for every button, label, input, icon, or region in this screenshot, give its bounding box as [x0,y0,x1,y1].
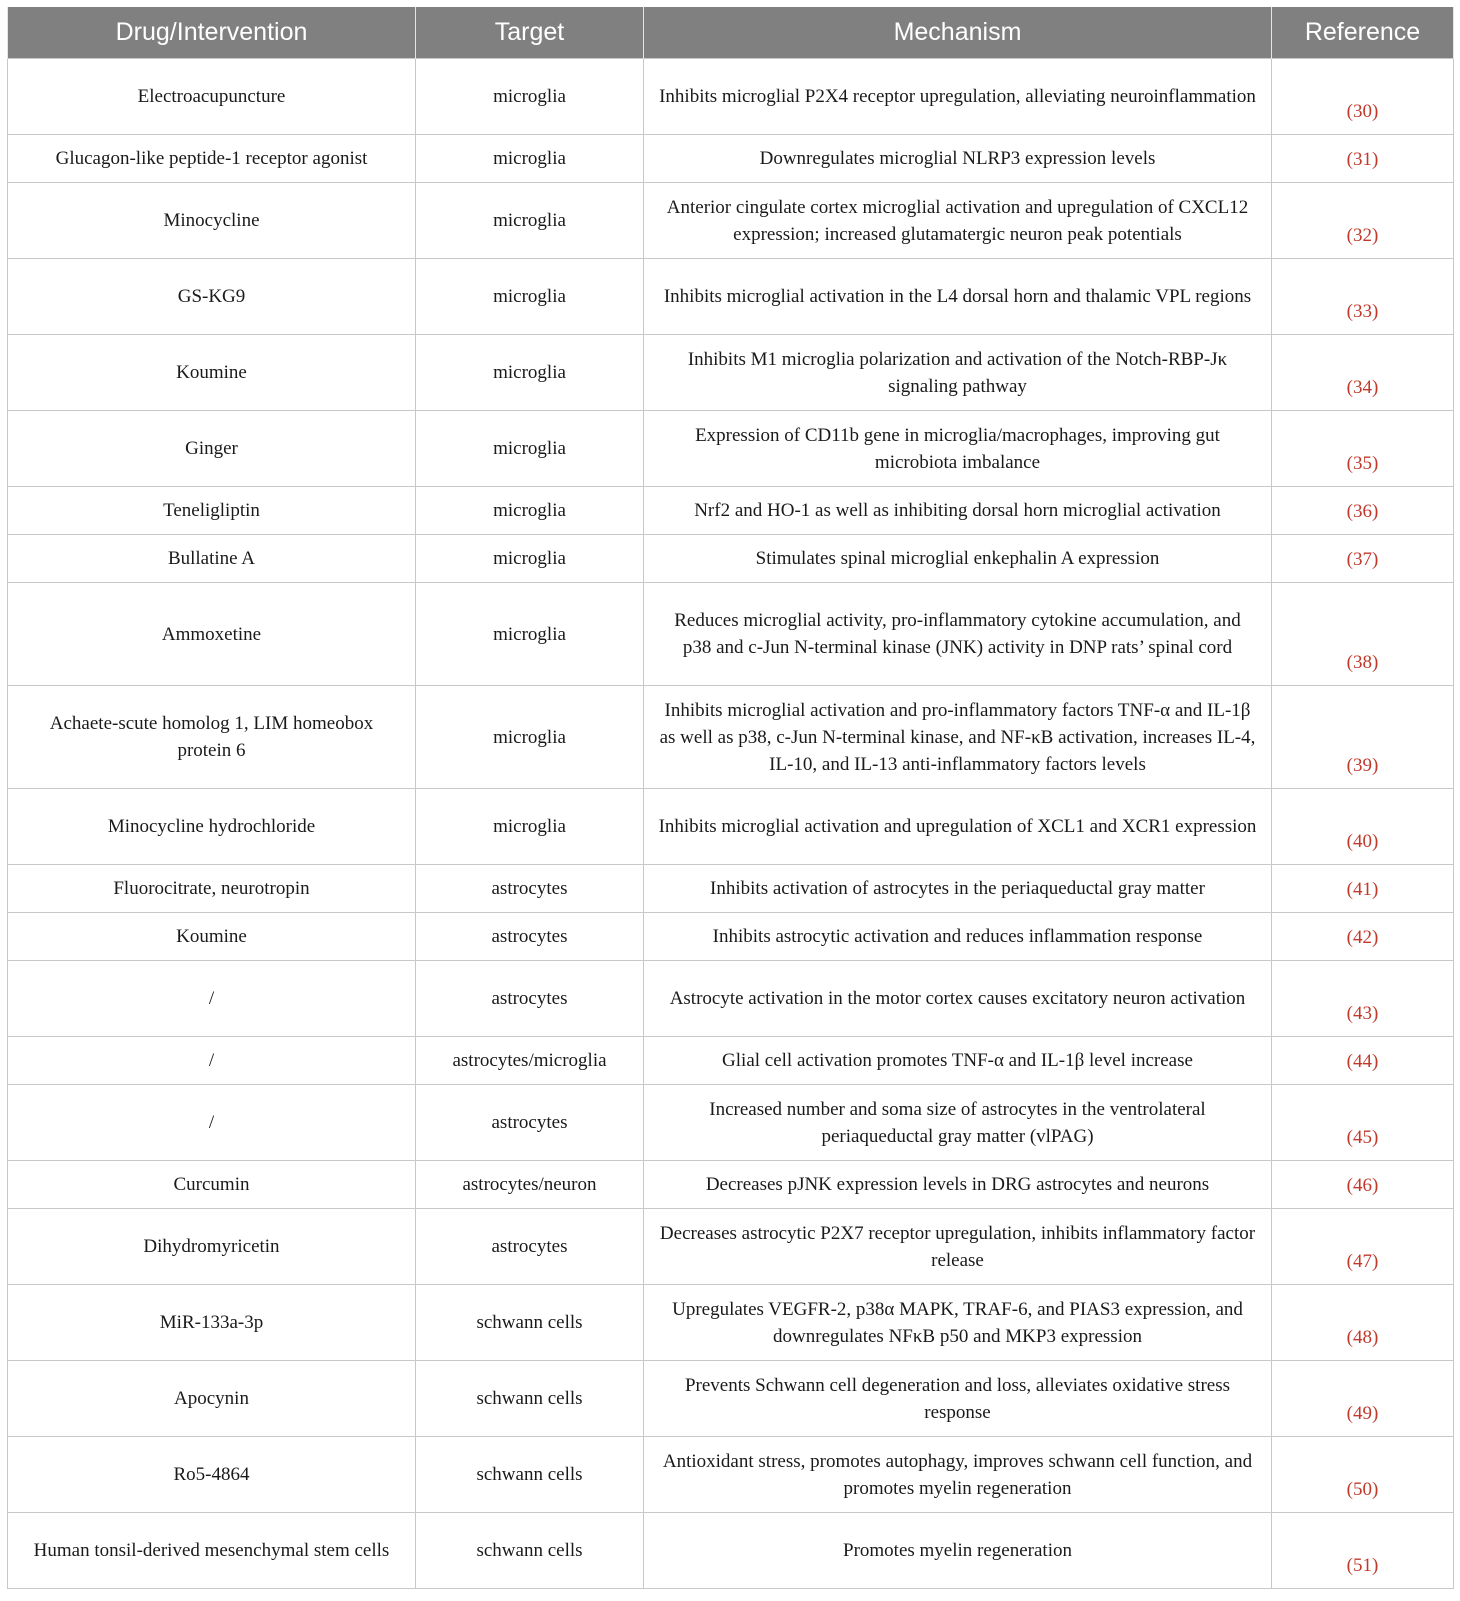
reference-link[interactable]: (34) [1272,335,1454,411]
cell-target: microglia [416,59,644,135]
header-reference: Reference [1272,7,1454,59]
cell-drug: Achaete-scute homolog 1, LIM homeobox protein 6 [8,686,416,789]
reference-link[interactable]: (42) [1272,913,1454,961]
cell-mechanism: Astrocyte activation in the motor cortex causes excitatory neuron activation [644,961,1272,1037]
table-row [8,535,1454,583]
cell-mechanism: Increased number and soma size of astrocytes in the ventrolateral periaqueductal gray matter (vlPAG) [644,1085,1272,1161]
cell-drug: Curcumin [8,1161,416,1209]
cell-target: microglia [416,411,644,487]
table-row [8,59,1454,135]
cell-target: astrocytes [416,1085,644,1161]
cell-mechanism: Inhibits astrocytic activation and reduces inflammation response [644,913,1272,961]
drug-intervention-table [7,7,1454,1589]
cell-mechanism: Upregulates VEGFR-2, p38α MAPK, TRAF-6, and PIAS3 expression, and downregulates NFκB p50 and MKP3 expression [644,1285,1272,1361]
reference-link[interactable]: (45) [1272,1085,1454,1161]
reference-link[interactable]: (39) [1272,686,1454,789]
cell-mechanism: Downregulates microglial NLRP3 expression levels [644,135,1272,183]
table-row [8,583,1454,686]
cell-drug: Ro5-4864 [8,1437,416,1513]
reference-link[interactable]: (46) [1272,1161,1454,1209]
cell-target: schwann cells [416,1437,644,1513]
cell-target: astrocytes [416,913,644,961]
cell-mechanism: Inhibits microglial activation and upregulation of XCL1 and XCR1 expression [644,789,1272,865]
cell-target: microglia [416,535,644,583]
cell-target: microglia [416,686,644,789]
cell-drug: GS-KG9 [8,259,416,335]
reference-link[interactable]: (47) [1272,1209,1454,1285]
cell-target: microglia [416,335,644,411]
table-row [8,1285,1454,1361]
cell-mechanism: Nrf2 and HO-1 as well as inhibiting dorsal horn microglial activation [644,487,1272,535]
table-row [8,1161,1454,1209]
header-mechanism: Mechanism [644,7,1272,59]
cell-drug: / [8,961,416,1037]
cell-drug: Glucagon-like peptide-1 receptor agonist [8,135,416,183]
reference-link[interactable]: (48) [1272,1285,1454,1361]
cell-mechanism: Decreases pJNK expression levels in DRG astrocytes and neurons [644,1161,1272,1209]
cell-target: astrocytes [416,1209,644,1285]
cell-mechanism: Expression of CD11b gene in microglia/macrophages, improving gut microbiota imbalance [644,411,1272,487]
cell-drug: Apocynin [8,1361,416,1437]
header-target: Target [416,7,644,59]
reference-link[interactable]: (38) [1272,583,1454,686]
reference-link[interactable]: (36) [1272,487,1454,535]
table-row [8,335,1454,411]
table-row [8,183,1454,259]
cell-drug: / [8,1037,416,1085]
reference-link[interactable]: (41) [1272,865,1454,913]
table-row [8,1085,1454,1161]
cell-drug: Koumine [8,913,416,961]
cell-target: astrocytes [416,961,644,1037]
reference-link[interactable]: (49) [1272,1361,1454,1437]
cell-mechanism: Inhibits microglial activation in the L4 dorsal horn and thalamic VPL regions [644,259,1272,335]
cell-target: astrocytes/neuron [416,1161,644,1209]
reference-link[interactable]: (30) [1272,59,1454,135]
cell-drug: Human tonsil-derived mesenchymal stem cells [8,1513,416,1589]
table-row [8,487,1454,535]
cell-mechanism: Inhibits microglial P2X4 receptor upregulation, alleviating neuroinflammation [644,59,1272,135]
cell-drug: Dihydromyricetin [8,1209,416,1285]
reference-link[interactable]: (43) [1272,961,1454,1037]
reference-link[interactable]: (51) [1272,1513,1454,1589]
cell-mechanism: Promotes myelin regeneration [644,1513,1272,1589]
table-row [8,259,1454,335]
table-row [8,1037,1454,1085]
cell-drug: Teneligliptin [8,487,416,535]
cell-target: schwann cells [416,1285,644,1361]
cell-mechanism: Glial cell activation promotes TNF-α and IL-1β level increase [644,1037,1272,1085]
reference-link[interactable]: (44) [1272,1037,1454,1085]
table-row [8,913,1454,961]
table-container [7,7,1453,1589]
cell-target: microglia [416,135,644,183]
reference-link[interactable]: (50) [1272,1437,1454,1513]
cell-mechanism: Inhibits M1 microglia polarization and activation of the Notch-RBP-Jκ signaling pathway [644,335,1272,411]
cell-mechanism: Stimulates spinal microglial enkephalin A expression [644,535,1272,583]
header-row [8,7,1454,59]
cell-target: astrocytes/microglia [416,1037,644,1085]
cell-drug: / [8,1085,416,1161]
cell-mechanism: Anterior cingulate cortex microglial activation and upregulation of CXCL12 expression; increased glutamatergic neuron peak potentials [644,183,1272,259]
cell-mechanism: Reduces microglial activity, pro-inflammatory cytokine accumulation, and p38 and c-Jun N-terminal kinase (JNK) activity in DNP rats’ spinal cord [644,583,1272,686]
cell-target: microglia [416,789,644,865]
table-row [8,961,1454,1037]
reference-link[interactable]: (40) [1272,789,1454,865]
cell-drug: Bullatine A [8,535,416,583]
table-row [8,1361,1454,1437]
cell-mechanism: Decreases astrocytic P2X7 receptor upregulation, inhibits inflammatory factor release [644,1209,1272,1285]
table-row [8,686,1454,789]
cell-drug: Electroacupuncture [8,59,416,135]
reference-link[interactable]: (37) [1272,535,1454,583]
cell-drug: MiR-133a-3p [8,1285,416,1361]
table-row [8,135,1454,183]
cell-target: microglia [416,259,644,335]
cell-drug: Ginger [8,411,416,487]
cell-target: astrocytes [416,865,644,913]
cell-target: microglia [416,487,644,535]
reference-link[interactable]: (33) [1272,259,1454,335]
cell-drug: Fluorocitrate, neurotropin [8,865,416,913]
cell-drug: Ammoxetine [8,583,416,686]
table-row [8,1513,1454,1589]
cell-mechanism: Prevents Schwann cell degeneration and loss, alleviates oxidative stress response [644,1361,1272,1437]
table-row [8,411,1454,487]
cell-target: microglia [416,183,644,259]
reference-link[interactable]: (35) [1272,411,1454,487]
cell-drug: Koumine [8,335,416,411]
reference-link[interactable]: (32) [1272,183,1454,259]
cell-drug: Minocycline hydrochloride [8,789,416,865]
cell-mechanism: Antioxidant stress, promotes autophagy, improves schwann cell function, and promotes myelin regeneration [644,1437,1272,1513]
table-row [8,789,1454,865]
table-row [8,865,1454,913]
table-row [8,1209,1454,1285]
header-drug: Drug/Intervention [8,7,416,59]
cell-target: schwann cells [416,1513,644,1589]
table-row [8,1437,1454,1513]
cell-target: schwann cells [416,1361,644,1437]
cell-target: microglia [416,583,644,686]
reference-link[interactable]: (31) [1272,135,1454,183]
cell-mechanism: Inhibits microglial activation and pro-inflammatory factors TNF-α and IL-1β as well as p38, c-Jun N-terminal kinase, and NF-κB activation, increases IL-4, IL-10, and IL-13 anti-inflammatory factors levels [644,686,1272,789]
cell-mechanism: Inhibits activation of astrocytes in the periaqueductal gray matter [644,865,1272,913]
cell-drug: Minocycline [8,183,416,259]
